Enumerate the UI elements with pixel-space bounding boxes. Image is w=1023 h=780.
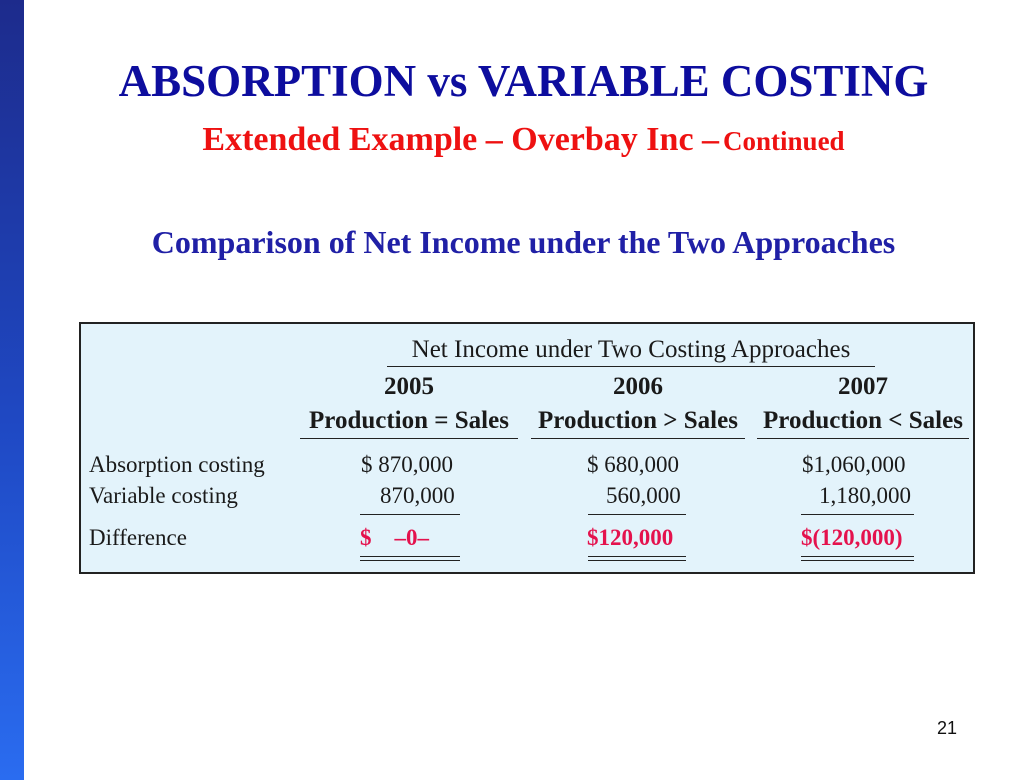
side-accent-bar	[0, 0, 24, 780]
subtotal-rule-2007	[801, 514, 914, 515]
slide-title: ABSORPTION vs VARIABLE COSTING	[118, 56, 929, 106]
net-income-table	[79, 322, 975, 574]
variable-2005: 870,000	[380, 483, 455, 508]
subtotal-rule-2006	[588, 514, 686, 515]
subtitle-continued: Continued	[723, 126, 845, 156]
column-condition-2007: Production < Sales	[757, 406, 969, 439]
subtotal-rule-2005	[360, 514, 460, 515]
column-condition-2006: Production > Sales	[531, 406, 745, 439]
column-condition-2005: Production = Sales	[300, 406, 518, 439]
column-year-2006: 2006	[613, 373, 663, 400]
row-label-variable: Variable costing	[89, 483, 238, 508]
page-number: 21	[937, 718, 958, 738]
absorption-2007: $1,060,000	[802, 452, 906, 477]
absorption-2006: $ 680,000	[587, 452, 679, 477]
absorption-2005: $ 870,000	[361, 452, 453, 477]
column-year-2005: 2005	[384, 373, 434, 400]
difference-2007: $(120,000)	[801, 525, 903, 550]
total-double-rule-2005	[360, 556, 460, 561]
variable-2007: 1,180,000	[819, 483, 911, 508]
total-double-rule-2007	[801, 556, 914, 561]
slide-subtitle	[24, 118, 1023, 168]
difference-2005: $ –0–	[360, 525, 429, 550]
row-label-difference: Difference	[89, 525, 187, 550]
table-caption: Net Income under Two Costing Approaches	[387, 334, 875, 367]
column-year-2007: 2007	[838, 373, 888, 400]
subtitle-main: Extended Example – Overbay Inc –	[202, 121, 720, 158]
variable-2006: 560,000	[606, 483, 681, 508]
row-label-absorption: Absorption costing	[89, 452, 265, 477]
total-double-rule-2006	[588, 556, 686, 561]
difference-2006: $120,000	[587, 525, 674, 550]
section-heading: Comparison of Net Income under the Two Approaches	[151, 224, 896, 260]
